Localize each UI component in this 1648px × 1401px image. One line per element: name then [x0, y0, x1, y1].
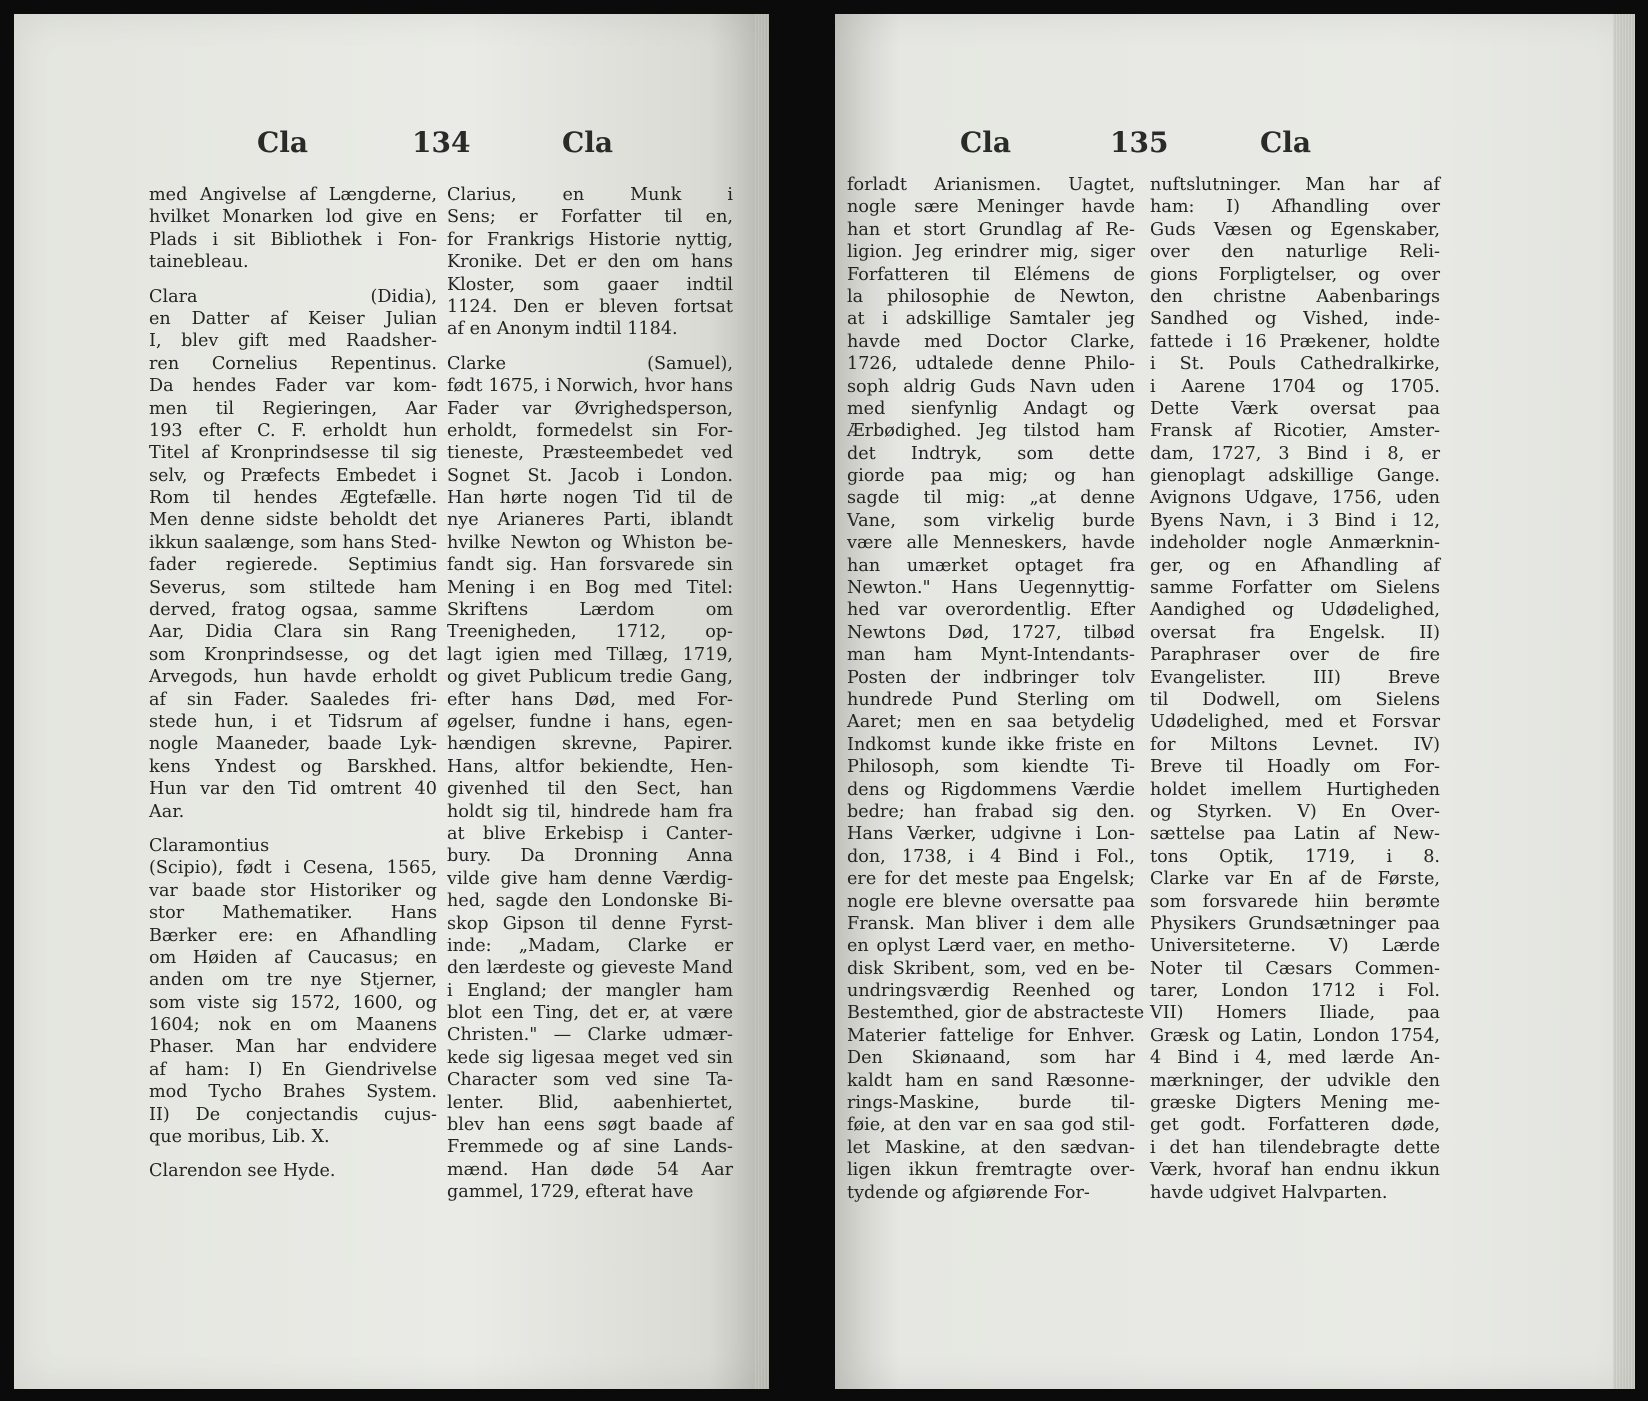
- text-line: han et stort Grundlag af Re-: [847, 219, 1135, 240]
- text-line: af sin Fader. Saaledes fri-: [149, 689, 437, 710]
- text-line: Character som ved sine Ta-: [447, 1070, 733, 1091]
- text-line: vilde give ham denne Værdig-: [447, 868, 733, 889]
- text-line: som Kronprindsesse, og det: [149, 644, 437, 665]
- text-line: lenter. Blid, aabenhiertet,: [447, 1092, 733, 1113]
- text-line: Hun var den Tid omtrent 40: [149, 779, 437, 800]
- text-line: forladt Arianismen. Uagtet,: [847, 175, 1135, 195]
- text-line: Physikers Grundsætninger paa: [1150, 913, 1440, 934]
- text-line: blot een Ting, det er, at være: [447, 1003, 733, 1024]
- text-line: sagde til mig: „at denne: [847, 488, 1135, 509]
- text-line: nogle Maaneder, baade Lyk-: [149, 734, 437, 755]
- text-line: som forsvarede hiin berømte: [1150, 891, 1440, 912]
- text-line: Sognet St. Jacob i London.: [447, 465, 733, 486]
- text-line: don, 1738, i 4 Bind i Fol.,: [847, 846, 1135, 867]
- text-line: Værk, hvoraf han endnu ikkun: [1150, 1160, 1440, 1181]
- running-header-right: [835, 126, 1635, 166]
- text-line: 4 Bind i 4, med lærde An-: [1150, 1048, 1440, 1069]
- header-word-right: Cla: [1260, 126, 1312, 159]
- text-line: Newtons Død, 1727, tilbød: [847, 622, 1135, 643]
- text-line: nye Arianeres Parti, iblandt: [447, 510, 733, 531]
- text-line: Clarius, en Munk i: [447, 185, 733, 205]
- text-line: at i adskillige Samtaler jeg: [847, 309, 1135, 330]
- text-line: 1124. Den er bleven fortsat: [447, 296, 733, 317]
- text-line: inde: „Madam, Clarke er: [447, 935, 733, 956]
- text-line: Han hørte nogen Tid til de: [447, 488, 733, 509]
- text-line: mænd. Han døde 54 Aar: [447, 1159, 733, 1180]
- text-line: Newton." Hans Uegennyttig-: [847, 578, 1135, 599]
- text-line: hundrede Pund Sterling om: [847, 689, 1135, 710]
- text-line: nuftslutninger. Man har af: [1150, 175, 1440, 195]
- text-line: Clarke (Samuel),: [447, 353, 733, 374]
- text-line: bury. Da Dronning Anna: [447, 846, 733, 867]
- text-line: Rom til hendes Ægtefælle.: [149, 488, 437, 509]
- page-edge: [755, 14, 769, 1389]
- text-line: rings-Maskine, burde til-: [847, 1093, 1135, 1114]
- text-line: med Angivelse af Længderne,: [149, 185, 437, 205]
- text-line: gammel, 1729, efterat have: [447, 1182, 694, 1203]
- text-line: VII) Homers Iliade, paa: [1150, 1003, 1440, 1024]
- text-line: dens og Rigdommens Værdie: [847, 779, 1135, 800]
- text-line: anden om tre nye Stjerner,: [149, 970, 437, 991]
- text-line: que moribus, Lib. X.: [149, 1127, 330, 1148]
- text-line: derved, fratog ogsaa, samme: [149, 600, 437, 621]
- text-line: over den naturlige Reli-: [1150, 242, 1440, 263]
- left-page: [14, 14, 769, 1389]
- text-line: Treenigheden, 1712, op-: [447, 622, 733, 643]
- text-line: Sens; er Forfatter til en,: [447, 207, 733, 228]
- text-line: ren Cornelius Repentinus.: [149, 353, 437, 374]
- text-line: Avignons Udgave, 1756, uden: [1150, 488, 1440, 509]
- text-line: Hans, altfor bekiendte, Hen-: [447, 756, 733, 777]
- paragraph-gap: [149, 823, 437, 835]
- text-line: dam, 1727, 3 Bind i 8, er: [1150, 443, 1440, 464]
- text-line: i Aarene 1704 og 1705.: [1150, 376, 1440, 397]
- text-line: og givet Publicum tredie Gang,: [447, 667, 733, 688]
- text-line: Bestemthed, gior de abstracteste: [847, 1003, 1145, 1024]
- text-line: øgelser, fundne i hans, egen-: [447, 711, 733, 732]
- text-line: tainebleau.: [149, 252, 249, 273]
- text-line: med sienfynlig Andagt og: [847, 398, 1135, 419]
- text-line: ligen ikkun fremtragte over-: [847, 1160, 1135, 1181]
- text-line: mærkninger, der udvikle den: [1150, 1070, 1440, 1091]
- text-line: stede hun, i et Tidsrum af: [149, 711, 437, 732]
- text-line: oversat fra Engelsk. II): [1150, 622, 1440, 643]
- text-line: Noter til Cæsars Commen-: [1150, 958, 1440, 979]
- text-line: holdt sig til, hindrede ham fra: [447, 801, 733, 822]
- text-line: den christne Aabenbarings: [1150, 286, 1440, 307]
- text-line: Fremmede og af sine Lands-: [447, 1137, 733, 1158]
- text-line: Christen." — Clarke udmær-: [447, 1025, 733, 1046]
- header-word-left: Cla: [257, 126, 309, 159]
- text-column: [447, 184, 733, 1204]
- text-line: undringsværdig Reenhed og: [847, 981, 1135, 1002]
- text-column: [847, 174, 1145, 1204]
- text-line: Indkomst kunde ikke friste en: [847, 734, 1135, 755]
- text-line: II) De conjectandis cujus-: [149, 1104, 437, 1125]
- text-line: Hans Værker, udgivne i Lon-: [847, 824, 1135, 845]
- text-line: for Frankrigs Historie nyttig,: [447, 229, 733, 250]
- text-line: som viste sig 1572, 1600, og: [149, 992, 437, 1013]
- text-line: gienoplagt adskillige Gange.: [1150, 466, 1440, 487]
- text-line: Phaser. Man har endvidere: [149, 1037, 437, 1058]
- text-line: Udødelighed, med et Forsvar: [1150, 712, 1440, 733]
- text-line: Kloster, som gaaer indtil: [447, 274, 733, 295]
- text-line: I, blev gift med Raadsher-: [149, 331, 437, 352]
- text-line: og Styrken. V) En Over-: [1150, 801, 1440, 822]
- text-line: hvilket Monarken lod give en: [149, 207, 437, 228]
- text-line: ham: I) Afhandling over: [1150, 197, 1440, 218]
- paragraph-gap: [447, 341, 733, 353]
- text-line: det Indtryk, som dette: [847, 443, 1135, 464]
- text-line: om Høiden af Caucasus; en: [149, 947, 437, 968]
- text-line: tieneste, Præsteembedet ved: [447, 443, 733, 464]
- text-line: for Miltons Levnet. IV): [1150, 734, 1440, 755]
- text-line: en Datter af Keiser Julian: [149, 308, 437, 329]
- page-edge: [1613, 14, 1635, 1389]
- text-line: 193 efter C. F. erholdt hun: [149, 420, 437, 441]
- text-line: tarer, London 1712 i Fol.: [1150, 981, 1440, 1002]
- text-line: Kronike. Det er den om hans: [447, 252, 733, 273]
- text-line: Breve til Hoadly om For-: [1150, 757, 1440, 778]
- text-line: være alle Menneskers, havde: [847, 533, 1135, 554]
- text-line: af en Anonym indtil 1184.: [447, 319, 678, 340]
- text-line: Clara (Didia),: [149, 286, 437, 307]
- text-line: soph aldrig Guds Navn uden: [847, 376, 1135, 397]
- text-line: erholdt, formedelst sin For-: [447, 420, 733, 441]
- text-line: havde med Doctor Clarke,: [847, 331, 1135, 352]
- text-line: (Scipio), født i Cesena, 1565,: [149, 858, 437, 879]
- text-line: Philosoph, som kiendte Ti-: [847, 757, 1135, 778]
- text-line: Skriftens Lærdom om: [447, 600, 733, 621]
- text-line: kens Yndest og Barskhed.: [149, 756, 437, 777]
- text-line: Posten der indbringer tolv: [847, 667, 1135, 688]
- text-line: Clarendon see Hyde.: [149, 1161, 336, 1182]
- text-line: get godt. Forfatteren døde,: [1150, 1115, 1440, 1136]
- text-line: hændigen skrevne, Papirer.: [447, 734, 733, 755]
- text-line: Mening i en Bog med Titel:: [447, 577, 733, 598]
- text-line: hed var overordentlig. Efter: [847, 600, 1135, 621]
- header-word-left: Cla: [960, 126, 1012, 159]
- text-line: Dette Værk oversat paa: [1150, 398, 1440, 419]
- text-line: kaldt ham en sand Ræsonne-: [847, 1070, 1135, 1091]
- text-line: let Maskine, at den sædvan-: [847, 1137, 1135, 1158]
- text-line: ligion. Jeg erindrer mig, siger: [847, 242, 1135, 263]
- text-line: græske Digters Mening me-: [1150, 1093, 1440, 1114]
- text-line: Den Skiønaand, som har: [847, 1048, 1135, 1069]
- text-line: man ham Mynt-Intendants-: [847, 645, 1135, 666]
- text-line: selv, og Præfects Embedet i: [149, 465, 437, 486]
- text-line: Aaret; men en saa betydelig: [847, 712, 1135, 733]
- text-line: havde udgivet Halvparten.: [1150, 1182, 1388, 1203]
- text-line: han umærket optaget fra: [847, 555, 1135, 576]
- text-line: var baade stor Historiker og: [149, 880, 437, 901]
- text-line: Vane, som virkelig burde: [847, 510, 1135, 531]
- text-line: la philosophie de Newton,: [847, 286, 1135, 307]
- text-line: Clarke var En af de Første,: [1150, 869, 1440, 890]
- text-line: holdet imellem Hurtigheden: [1150, 779, 1440, 800]
- paragraph-gap: [149, 274, 437, 286]
- text-line: giorde paa mig; og han: [847, 466, 1135, 487]
- right-page: [835, 14, 1635, 1389]
- text-line: tons Optik, 1719, i 8.: [1150, 846, 1440, 867]
- text-line: 1726, udtalede denne Philo-: [847, 354, 1135, 375]
- text-line: efter hans Død, med For-: [447, 689, 733, 710]
- text-line: ikkun saalænge, som hans Sted-: [149, 532, 437, 553]
- page-number: 135: [1110, 126, 1169, 159]
- text-line: i St. Pouls Cathedralkirke,: [1150, 354, 1440, 375]
- text-line: Aandighed og Udødelighed,: [1150, 600, 1440, 621]
- text-line: i England; der mangler ham: [447, 980, 733, 1001]
- text-line: givenhed til den Sect, han: [447, 779, 733, 800]
- text-line: Materier fattelige for Enhver.: [847, 1025, 1135, 1046]
- text-line: af ham: I) En Giendrivelse: [149, 1059, 437, 1080]
- text-line: Bærker ere: en Afhandling: [149, 925, 437, 946]
- text-line: Forfatteren til Elémens de: [847, 264, 1135, 285]
- text-line: mod Tycho Brahes System.: [149, 1082, 437, 1103]
- text-line: kede sig ligesaa meget ved sin: [447, 1047, 733, 1068]
- page-number: 134: [412, 126, 471, 159]
- text-line: Severus, som stiltede ham: [149, 577, 437, 598]
- text-line: Universiteterne. V) Lærde: [1150, 936, 1440, 957]
- text-line: den lærdeste og gieveste Mand: [447, 958, 733, 979]
- text-line: ger, og en Afhandling af: [1150, 555, 1440, 576]
- text-line: nogle sære Meninger havde: [847, 197, 1135, 218]
- text-line: bedre; han frabad sig den.: [847, 801, 1135, 822]
- running-header-left: [14, 126, 769, 166]
- text-line: sættelse paa Latin af New-: [1150, 824, 1440, 845]
- text-line: føie, at den var en saa god stil-: [847, 1115, 1135, 1136]
- text-line: til Dodwell, om Sielens: [1150, 689, 1440, 710]
- text-line: Titel af Kronprindsesse til sig: [149, 443, 437, 464]
- text-line: Claramontius: [149, 835, 270, 856]
- text-line: Plads i sit Bibliothek i Fon-: [149, 229, 437, 250]
- text-line: disk Skribent, som, ved en be-: [847, 958, 1135, 979]
- text-line: Græsk og Latin, London 1754,: [1150, 1025, 1440, 1046]
- text-line: Fader var Øvrighedsperson,: [447, 398, 733, 419]
- text-line: hed, sagde den Londonske Bi-: [447, 891, 733, 912]
- text-line: lagt igien med Tillæg, 1719,: [447, 644, 733, 665]
- text-line: fandt sig. Han forsvarede sin: [447, 555, 733, 576]
- text-line: gions Forpligtelser, og over: [1150, 264, 1440, 285]
- text-line: at blive Erkebisp i Canter-: [447, 823, 733, 844]
- text-line: stor Mathematiker. Hans: [149, 903, 437, 924]
- text-line: fattede i 16 Prækener, holdte: [1150, 331, 1440, 352]
- text-line: i det han tilendebragte dette: [1150, 1137, 1440, 1158]
- text-line: samme Forfatter om Sielens: [1150, 578, 1440, 599]
- text-line: født 1675, i Norwich, hvor hans: [447, 376, 733, 397]
- paragraph-gap: [149, 1148, 437, 1160]
- text-line: fader regierede. Septimius: [149, 555, 437, 576]
- text-line: blev han eens søgt baade af: [447, 1115, 733, 1136]
- text-column: [149, 184, 437, 1183]
- text-line: 1604; nok en om Maanens: [149, 1015, 437, 1036]
- text-line: nogle ere blevne oversatte paa: [847, 891, 1135, 912]
- text-line: Evangelister. III) Breve: [1150, 667, 1440, 688]
- text-line: indeholder nogle Anmærknin-: [1150, 533, 1440, 554]
- text-line: hvilke Newton og Whiston be-: [447, 532, 733, 553]
- text-column: [1150, 174, 1440, 1204]
- text-line: Guds Væsen og Egenskaber,: [1150, 219, 1440, 240]
- text-line: Arvegods, hun havde erholdt: [149, 667, 437, 688]
- text-line: tydende og afgiørende For-: [847, 1182, 1090, 1203]
- text-line: ere for det meste paa Engelsk;: [847, 869, 1135, 890]
- text-line: Fransk af Ricotier, Amster-: [1150, 421, 1440, 442]
- text-line: Fransk. Man bliver i dem alle: [847, 913, 1135, 934]
- text-line: Byens Navn, i 3 Bind i 12,: [1150, 510, 1440, 531]
- text-line: men til Regieringen, Aar: [149, 398, 437, 419]
- text-line: Sandhed og Vished, inde-: [1150, 309, 1440, 330]
- text-line: Aar.: [149, 801, 185, 822]
- text-line: Da hendes Fader var kom-: [149, 376, 437, 397]
- header-word-right: Cla: [562, 126, 614, 159]
- text-line: skop Gipson til denne Fyrst-: [447, 913, 733, 934]
- text-line: en oplyst Lærd vaer, en metho-: [847, 936, 1135, 957]
- text-line: Men denne sidste beholdt det: [149, 510, 437, 531]
- text-line: Aar, Didia Clara sin Rang: [149, 622, 437, 643]
- text-line: Paraphraser over de fire: [1150, 645, 1440, 666]
- text-line: Ærbødighed. Jeg tilstod ham: [847, 421, 1135, 442]
